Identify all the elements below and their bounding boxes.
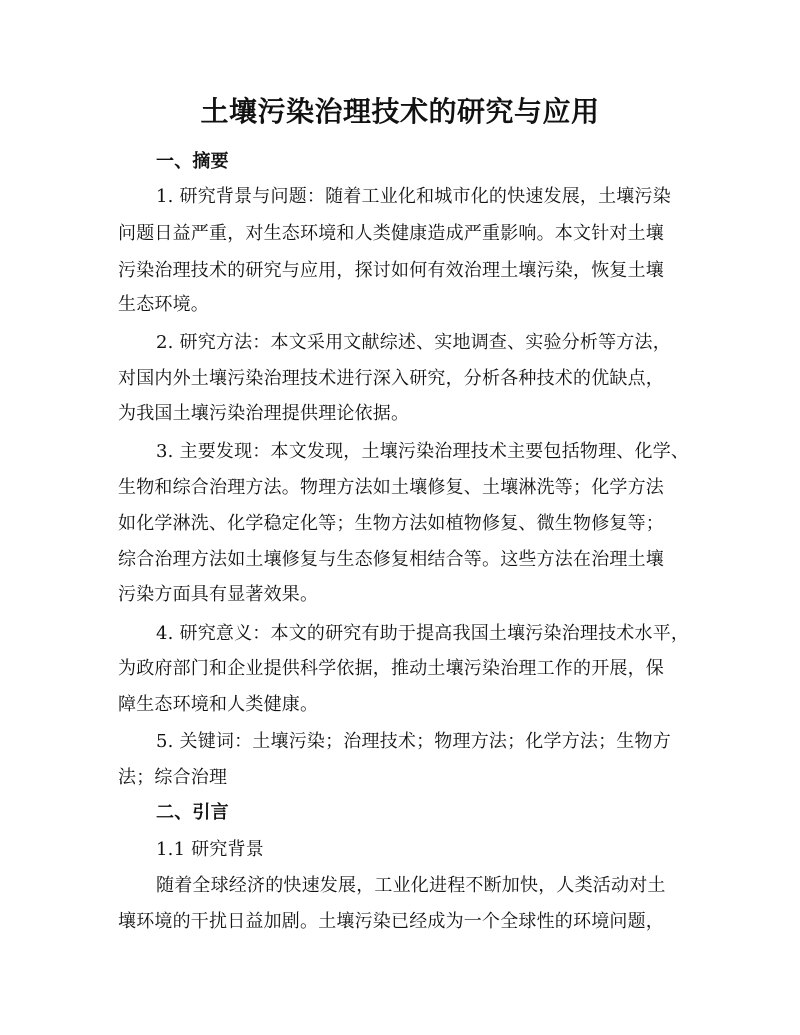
paragraph-line: 对国内外土壤污染治理技术进行深入研究，分析各种技术的优缺点， <box>118 368 664 389</box>
subsection-heading: 1.1 研究背景 <box>156 839 264 860</box>
paragraph-line: 5. 关键词：土壤污染；治理技术；物理方法；化学方法；生物方 <box>156 731 671 752</box>
paragraph-line: 2. 研究方法：本文采用文献综述、实地调查、实验分析等方法， <box>156 332 671 353</box>
paragraph-line: 壤环境的干扰日益加剧。土壤污染已经成为一个全球性的环境问题， <box>118 911 664 932</box>
paragraph-line: 法；综合治理 <box>118 767 228 788</box>
paragraph-line: 1. 研究背景与问题：随着工业化和城市化的快速发展，土壤污染 <box>156 186 671 207</box>
paragraph-line: 随着全球经济的快速发展，工业化进程不断加快，人类活动对土 <box>156 875 666 896</box>
paragraph-line: 为政府部门和企业提供科学依据，推动土壤污染治理工作的开展，保 <box>118 658 664 679</box>
paragraph-line: 如化学淋洗、化学稳定化等；生物方法如植物修复、微生物修复等； <box>118 513 664 534</box>
paragraph-line: 4. 研究意义：本文的研究有助于提高我国土壤污染治理技术水平， <box>156 623 690 644</box>
paragraph-line: 生物和综合治理方法。物理方法如土壤修复、土壤淋洗等；化学方法 <box>118 477 664 498</box>
paragraph-line: 污染治理技术的研究与应用，探讨如何有效治理土壤污染，恢复土壤 <box>118 260 664 281</box>
paragraph-line: 为我国土壤污染治理提供理论依据。 <box>118 403 410 424</box>
paragraph-line: 综合治理方法如土壤修复与生态修复相结合等。这些方法在治理土壤 <box>118 549 664 570</box>
paragraph-line: 生态环境。 <box>118 294 209 315</box>
paragraph-line: 障生态环境和人类健康。 <box>118 694 319 715</box>
section-heading-abstract: 一、摘要 <box>156 151 229 172</box>
section-heading-introduction: 二、引言 <box>156 802 229 823</box>
document-title: 土壤污染治理技术的研究与应用 <box>200 95 600 128</box>
paragraph-line: 问题日益严重，对生态环境和人类健康造成严重影响。本文针对土壤 <box>118 223 664 244</box>
paragraph-line: 污染方面具有显著效果。 <box>118 584 319 605</box>
paragraph-line: 3. 主要发现：本文发现，土壤污染治理技术主要包括物理、化学、 <box>156 441 690 462</box>
